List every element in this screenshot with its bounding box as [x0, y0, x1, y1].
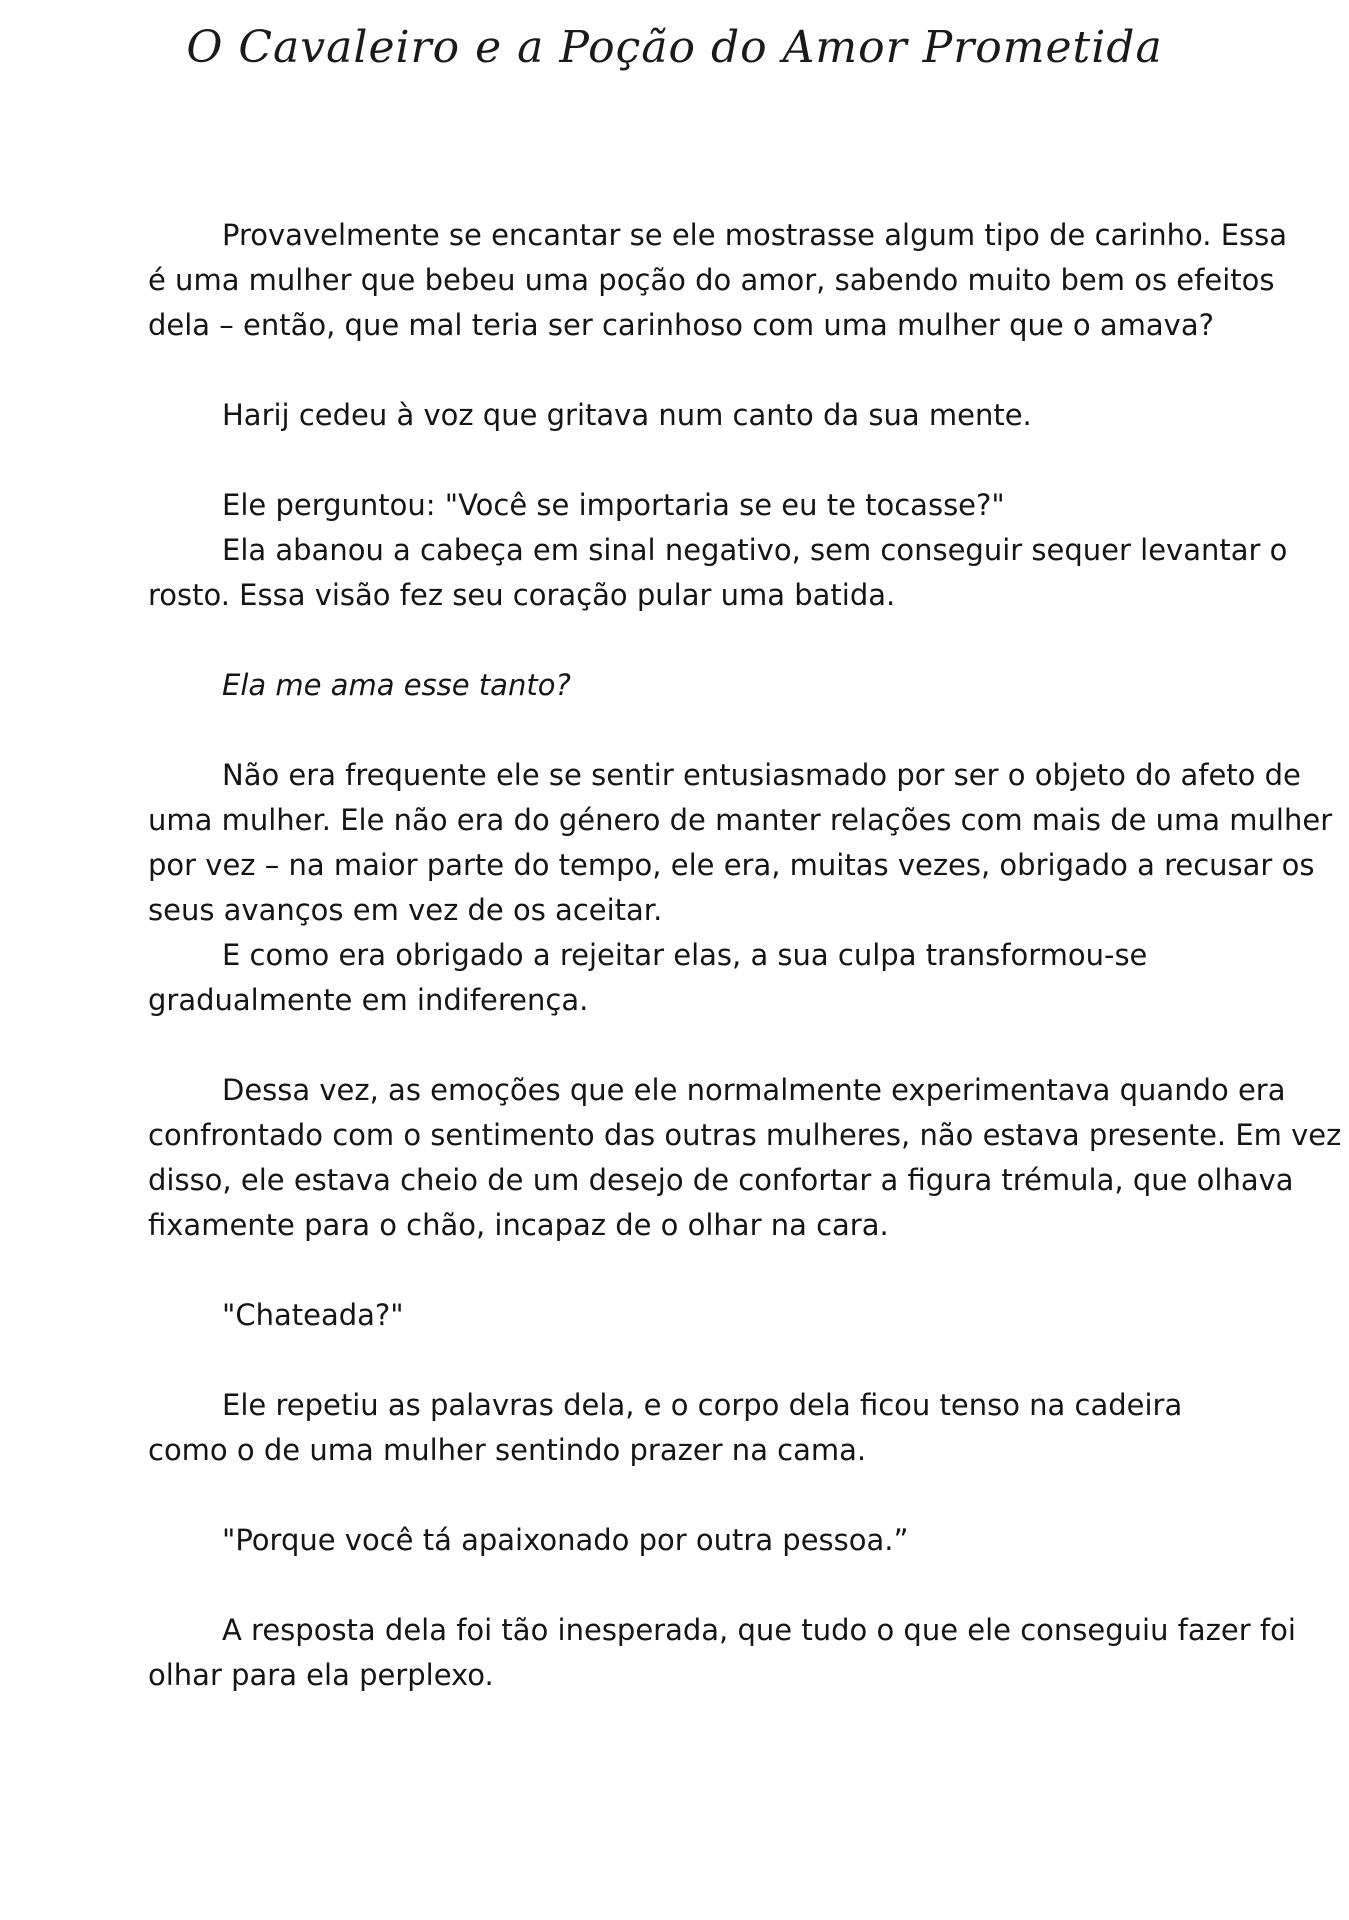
paragraph-line: olhar para ela perplexo. [148, 1658, 494, 1692]
paragraph-gap [148, 348, 1268, 393]
paragraph-line: disso, ele estava cheio de um desejo de confortar a figura trémula, que olhava [148, 1163, 1294, 1197]
paragraph-gap [148, 438, 1268, 483]
page-title: O Cavaleiro e a Poção do Amor Prometida [186, 22, 1163, 73]
paragraph-gap [148, 618, 1268, 663]
italic-thought-line: Ela me ama esse tanto? [222, 668, 571, 702]
paragraph-line: Dessa vez, as emoções que ele normalmente experimentava quando era [222, 1073, 1286, 1107]
dialogue-line: "Porque você tá apaixonado por outra pessoa.” [222, 1523, 909, 1557]
paragraph-line: Ele perguntou: "Você se importaria se eu te tocasse?" [222, 488, 1005, 522]
paragraph-gap [148, 1473, 1268, 1518]
paragraph-gap [148, 1563, 1268, 1608]
paragraph-line: Harij cedeu à voz que gritava num canto da sua mente. [222, 398, 1032, 432]
paragraph-line: Provavelmente se encantar se ele mostrasse algum tipo de carinho. Essa [222, 218, 1288, 252]
body-text [148, 213, 1342, 1698]
paragraph-line: gradualmente em indiferença. [148, 983, 589, 1017]
paragraph-line: Ela abanou a cabeça em sinal negativo, sem conseguir sequer levantar o [222, 533, 1288, 567]
paragraph-gap [148, 1338, 1268, 1383]
paragraph-line: Ele repetiu as palavras dela, e o corpo dela ficou tenso na cadeira [222, 1388, 1183, 1422]
paragraph-line: por vez – na maior parte do tempo, ele era, muitas vezes, obrigado a recusar os [148, 848, 1315, 882]
paragraph-line: seus avanços em vez de os aceitar. [148, 893, 663, 927]
paragraph-gap [148, 708, 1268, 753]
paragraph-gap [148, 1248, 1268, 1293]
paragraph-line: uma mulher. Ele não era do género de manter relações com mais de uma mulher [148, 803, 1333, 837]
paragraph-line: A resposta dela foi tão inesperada, que tudo o que ele conseguiu fazer foi [222, 1613, 1296, 1647]
paragraph-line: dela – então, que mal teria ser carinhoso com uma mulher que o amava? [148, 308, 1214, 342]
paragraph-line: confrontado com o sentimento das outras mulheres, não estava presente. Em vez [148, 1118, 1342, 1152]
paragraph-line: Não era frequente ele se sentir entusiasmado por ser o objeto do afeto de [222, 758, 1301, 792]
paragraph-line: E como era obrigado a rejeitar elas, a sua culpa transformou-se [222, 938, 1148, 972]
paragraph-line: é uma mulher que bebeu uma poção do amor, sabendo muito bem os efeitos [148, 263, 1275, 297]
dialogue-line: "Chateada?" [222, 1298, 404, 1332]
paragraph-line: como o de uma mulher sentindo prazer na cama. [148, 1433, 867, 1467]
paragraph-gap [148, 1023, 1268, 1068]
paragraph-line: fixamente para o chão, incapaz de o olhar na cara. [148, 1208, 889, 1242]
paragraph-line: rosto. Essa visão fez seu coração pular uma batida. [148, 578, 896, 612]
